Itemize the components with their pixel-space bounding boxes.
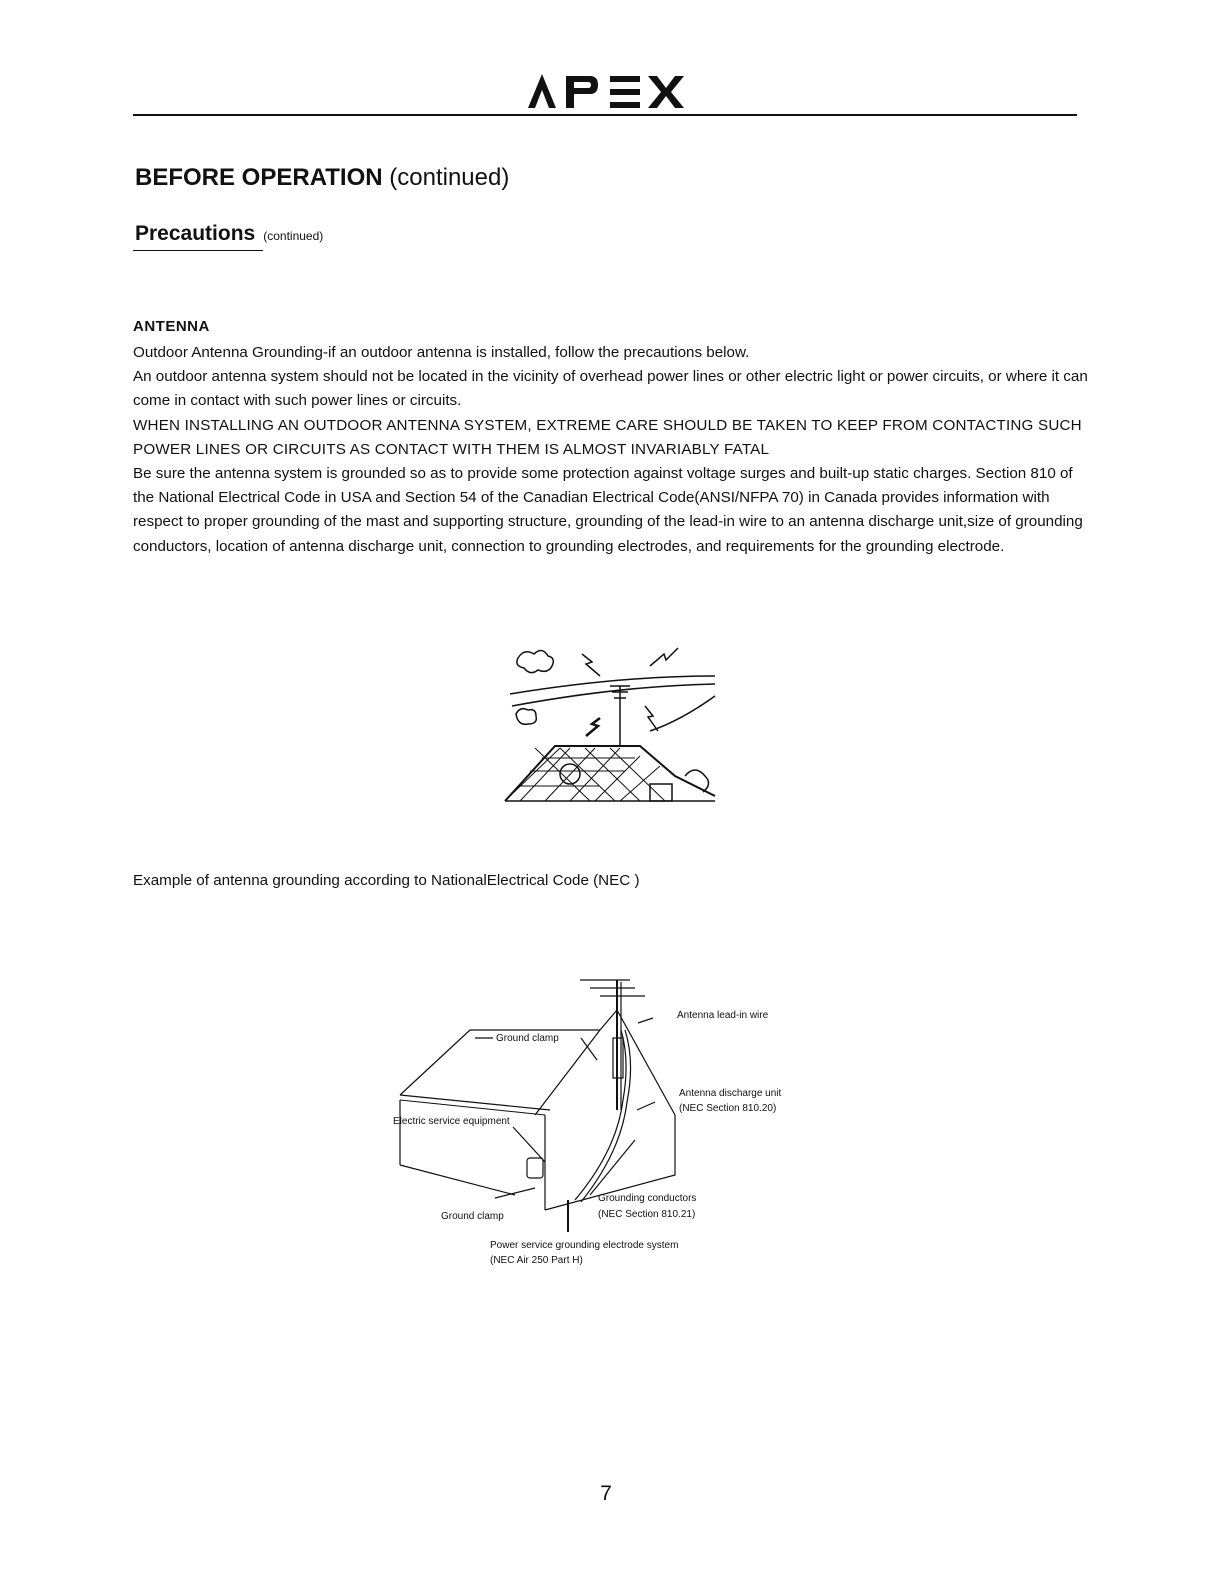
header-rule <box>133 114 1077 116</box>
subtitle-main: Precautions <box>135 222 256 245</box>
paragraph-2: An outdoor antenna system should not be located in the vicinity of overhead power lines or other electric light or power circuits, or where it can come in contact with such power lines or circuits. <box>133 368 1088 410</box>
label-discharge-section: (NEC Section 810.20) <box>679 1103 777 1114</box>
figure-caption: Example of antenna grounding according to NationalElectrical Code (NEC ) <box>133 872 640 889</box>
label-power-service-ref: (NEC Air 250 Part H) <box>490 1255 583 1266</box>
label-ground-clamp-bottom: Ground clamp <box>441 1211 504 1222</box>
page-title <box>135 164 509 192</box>
house-antenna-illustration <box>500 636 740 811</box>
antenna-elements <box>580 980 645 996</box>
paragraph-4: Be sure the antenna system is grounded so as to provide some protection against voltage surges and built-up static charges. Section 810 of the National Electrical Code in USA and Section 54 of the Canadian Electrical Code(ANSI/NFPA 70) in Canada provides information with respect to proper grounding of the mast and supporting structure, grounding of the lead-in wire to an antenna discharge unit,size of grounding conductors, location of antenna discharge unit, connection to grounding electrodes, and requirements for the grounding electrode. <box>133 465 1083 555</box>
subtitle-continued: (continued) <box>263 229 324 243</box>
paragraph-1: Outdoor Antenna Grounding-if an outdoor antenna is installed, follow the precautions below. <box>133 344 750 361</box>
apex-logo <box>526 70 686 110</box>
antenna-body <box>133 341 1088 559</box>
subtitle-underline <box>133 250 263 251</box>
antenna-heading: ANTENNA <box>133 318 210 335</box>
section-subtitle <box>135 222 323 246</box>
paragraph-3-warning: WHEN INSTALLING AN OUTDOOR ANTENNA SYSTEM, EXTREME CARE SHOULD BE TAKEN TO KEEP FROM CONTACTING SUCH POWER LINES OR CIRCUITS AS CONTACT WITH THEM IS ALMOST INVARIABLY FATAL <box>133 416 1082 458</box>
label-grounding-conductors: Grounding conductors <box>598 1193 697 1204</box>
label-discharge-unit: Antenna discharge unit <box>679 1088 782 1099</box>
antenna-grounding-diagram <box>385 970 815 1270</box>
page-number: 7 <box>600 1482 612 1505</box>
label-ground-clamp-top: Ground clamp <box>496 1033 559 1044</box>
label-power-service: Power service grounding electrode system <box>490 1240 679 1251</box>
label-antenna-lead-in: Antenna lead-in wire <box>677 1010 769 1021</box>
page-title-bold: BEFORE OPERATION <box>135 164 383 191</box>
page-title-continued: (continued) <box>389 164 510 191</box>
label-electric-service: Electric service equipment <box>393 1116 510 1127</box>
label-grounding-section: (NEC Section 810.21) <box>598 1209 696 1220</box>
